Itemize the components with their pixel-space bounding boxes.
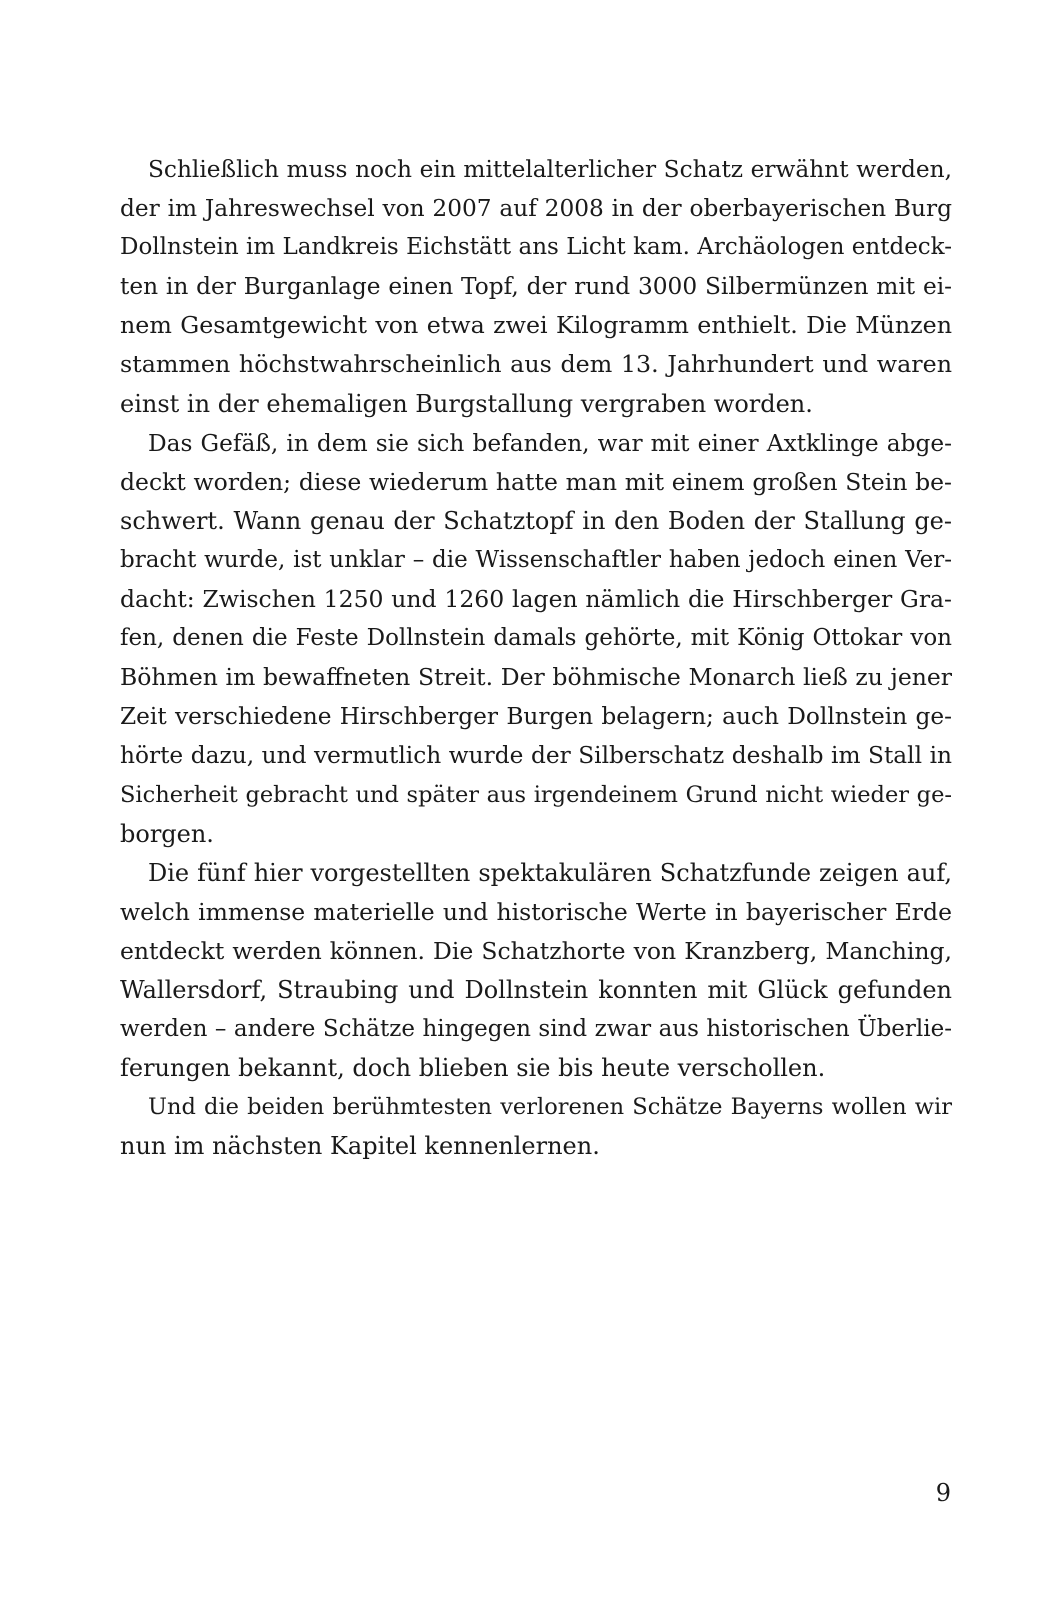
text-line: werden – andere Schätze hingegen sind zwar aus historischen Überlie-	[120, 1016, 952, 1043]
text-line: Die fünf hier vorgestellten spektakulären Schatzfunde zeigen auf,	[148, 858, 952, 887]
paragraph-3	[120, 854, 952, 1089]
text-line: dacht: Zwischen 1250 und 1260 lagen nämlich die Hirschberger Gra-	[120, 585, 952, 614]
text-line: deckt worden; diese wiederum hatte man mit einem großen Stein be-	[120, 467, 952, 496]
text-line: ferungen bekannt, doch blieben sie bis heute verschollen.	[120, 1054, 826, 1083]
text-line: schwert. Wann genau der Schatztopf in den Boden der Stallung ge-	[120, 506, 952, 535]
text-line: nun im nächsten Kapitel kennenlernen.	[120, 1132, 600, 1161]
text-line: nem Gesamtgewicht von etwa zwei Kilogramm enthielt. Die Münzen	[120, 311, 952, 340]
text-line: Sicherheit gebracht und später aus irgendeinem Grund nicht wieder ge-	[120, 781, 952, 808]
text-line: borgen.	[120, 819, 214, 848]
text-line: Zeit verschiedene Hirschberger Burgen belagern; auch Dollnstein ge-	[120, 703, 952, 731]
text-line: ten in der Burganlage einen Topf, der rund 3000 Silbermünzen mit ei-	[120, 273, 952, 301]
text-line: Dollnstein im Landkreis Eichstätt ans Licht kam. Archäologen entdeck-	[120, 234, 952, 261]
body-text	[120, 150, 952, 1166]
text-line: Böhmen im bewaffneten Streit. Der böhmische Monarch ließ zu jener	[120, 663, 952, 692]
page-number: 9	[935, 1479, 951, 1507]
text-line: der im Jahreswechsel von 2007 auf 2008 in der oberbayerischen Burg	[120, 195, 952, 223]
text-line: entdeckt werden können. Die Schatzhorte von Kranzberg, Manching,	[120, 936, 952, 965]
text-line: welch immense materielle und historische Werte in bayerischer Erde	[120, 897, 952, 926]
text-line: Schließlich muss noch ein mittelalterlicher Schatz erwähnt werden,	[148, 156, 952, 183]
text-line: stammen höchstwahrscheinlich aus dem 13. Jahrhundert und waren	[120, 350, 952, 379]
text-line: fen, denen die Feste Dollnstein damals gehörte, mit König Ottokar von	[120, 625, 952, 652]
text-line: einst in der ehemaligen Burgstallung vergraben worden.	[120, 389, 813, 418]
paragraph-4	[120, 1088, 952, 1166]
text-line: hörte dazu, und vermutlich wurde der Silberschatz deshalb im Stall in	[120, 742, 952, 770]
text-line: Das Gefäß, in dem sie sich befanden, war mit einer Axtklinge abge-	[148, 429, 952, 457]
paragraph-2	[120, 424, 952, 854]
text-line: Wallersdorf, Straubing und Dollnstein konnten mit Glück gefunden	[120, 975, 952, 1004]
paragraph-1	[120, 150, 952, 424]
text-line: bracht wurde, ist unklar – die Wissenschaftler haben jedoch einen Ver-	[120, 546, 952, 573]
text-line: Und die beiden berühmtesten verlorenen Schätze Bayerns wollen wir	[148, 1094, 952, 1121]
